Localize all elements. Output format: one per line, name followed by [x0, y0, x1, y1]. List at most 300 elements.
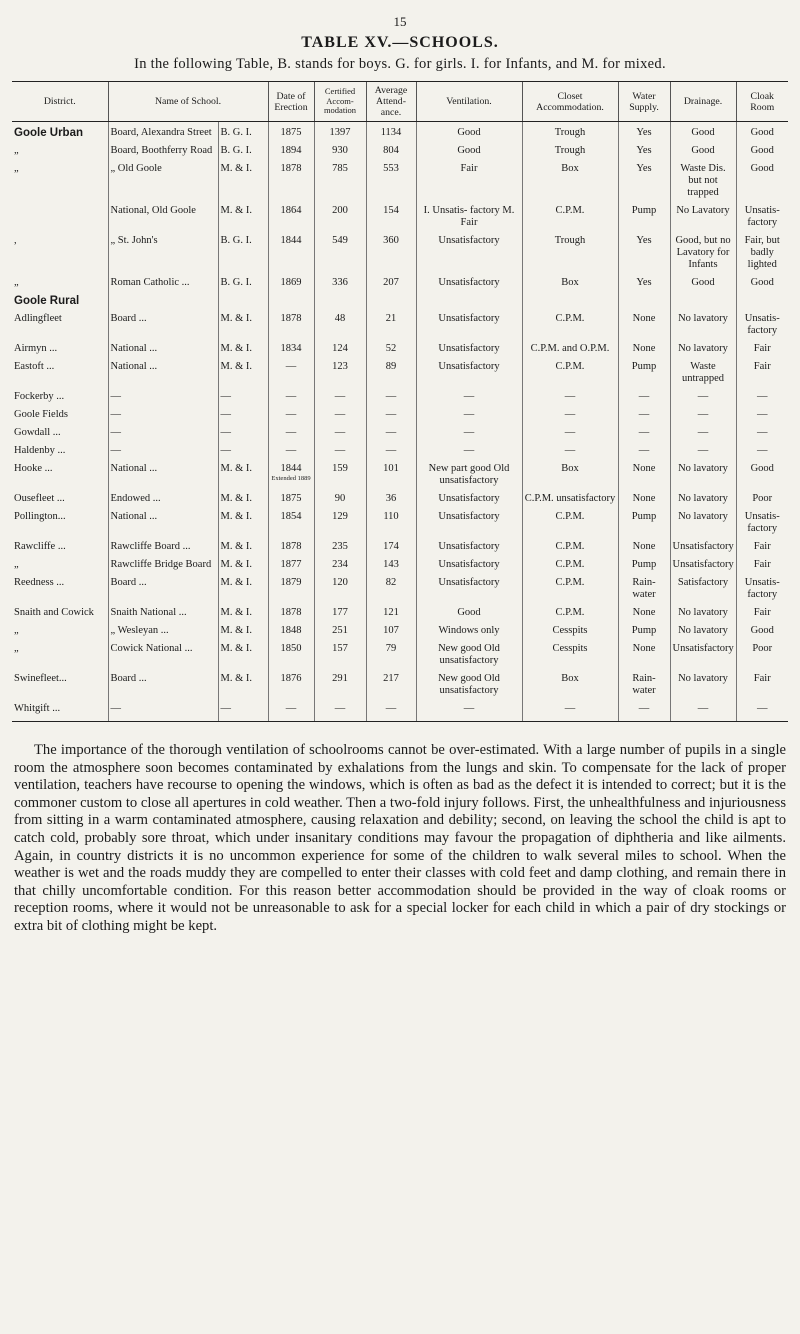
- cell-attend: —: [366, 440, 416, 458]
- cell-school: National, Old Goole: [108, 200, 218, 230]
- cell-type: M. & I.: [218, 536, 268, 554]
- cell-closet: Trough: [522, 122, 618, 141]
- cell-vent: Good: [416, 140, 522, 158]
- cell-school: Cowick National ...: [108, 638, 218, 668]
- cell-cloak: Fair: [736, 602, 788, 620]
- cell-cloak: Fair: [736, 668, 788, 698]
- cell-water: None: [618, 638, 670, 668]
- cell-drain: Unsatisfactory: [670, 638, 736, 668]
- cell-vent: Unsatisfactory: [416, 338, 522, 356]
- table-row: [12, 668, 788, 698]
- cell-accom: 123: [314, 356, 366, 386]
- cell-district: Adlingfleet: [14, 313, 62, 324]
- schools-table: [12, 81, 788, 722]
- cell-vent: Unsatisfactory: [416, 488, 522, 506]
- cell-school: Snaith National ...: [108, 602, 218, 620]
- header-district: District.: [12, 82, 108, 122]
- cell-water: —: [618, 440, 670, 458]
- cell-type: M. & I.: [218, 356, 268, 386]
- cell-water: None: [618, 536, 670, 554]
- cell-water: —: [618, 698, 670, 722]
- cell-date: 1894: [268, 140, 314, 158]
- cell-district: Pollington...: [14, 511, 66, 522]
- table-row: [12, 308, 788, 338]
- cell-date: 1869: [268, 272, 314, 290]
- cell-date: —: [268, 698, 314, 722]
- cell-accom: 291: [314, 668, 366, 698]
- cell-water: Yes: [618, 122, 670, 141]
- cell-vent: Good: [416, 122, 522, 141]
- cell-district: [12, 200, 108, 230]
- cell-closet: C.P.M.: [522, 200, 618, 230]
- cell-date: 1875: [268, 488, 314, 506]
- cell-closet: C.P.M.: [522, 308, 618, 338]
- header-school-name: Name of School.: [108, 82, 268, 122]
- header-cloak-room: Cloak Room: [736, 82, 788, 122]
- empty-cell: [736, 290, 788, 308]
- cell-district: „: [14, 643, 19, 654]
- cell-closet: C.P.M.: [522, 554, 618, 572]
- cell-vent: —: [416, 440, 522, 458]
- group-row-goole-rural: [12, 290, 788, 308]
- cell-cloak: Good: [736, 140, 788, 158]
- cell-type: B. G. I.: [218, 122, 268, 141]
- cell-accom: —: [314, 698, 366, 722]
- cell-school: Rawcliffe Bridge Board: [108, 554, 218, 572]
- cell-date: —: [268, 422, 314, 440]
- cell-school: Board ...: [108, 572, 218, 602]
- table-row: [12, 620, 788, 638]
- cell-water: Rain- water: [618, 572, 670, 602]
- cell-vent: I. Unsatis- factory M. Fair: [416, 200, 522, 230]
- cell-cloak: —: [736, 440, 788, 458]
- cell-date: 1877: [268, 554, 314, 572]
- table-row: [12, 458, 788, 488]
- cell-district: Rawcliffe ...: [14, 541, 66, 552]
- table-row: [12, 506, 788, 536]
- cell-school: National ...: [108, 506, 218, 536]
- cell-school: Endowed ...: [108, 488, 218, 506]
- cell-drain: No Lavatory: [670, 200, 736, 230]
- empty-cell: [108, 290, 218, 308]
- empty-cell: [268, 290, 314, 308]
- cell-district: Airmyn ...: [14, 343, 58, 354]
- cell-closet: C.P.M.: [522, 602, 618, 620]
- cell-drain: No lavatory: [670, 620, 736, 638]
- cell-closet: Box: [522, 668, 618, 698]
- cell-attend: 121: [366, 602, 416, 620]
- cell-school: —: [108, 440, 218, 458]
- cell-school: —: [108, 404, 218, 422]
- cell-vent: Good: [416, 602, 522, 620]
- cell-school: „ Old Goole: [108, 158, 218, 200]
- table-header-row: [12, 82, 788, 122]
- cell-vent: —: [416, 698, 522, 722]
- table-row: [12, 554, 788, 572]
- cell-drain: Unsatisfactory: [670, 536, 736, 554]
- table-row: [12, 158, 788, 200]
- cell-date: 1864: [268, 200, 314, 230]
- cell-district: Reedness ...: [14, 577, 65, 588]
- cell-accom: 930: [314, 140, 366, 158]
- cell-accom: 234: [314, 554, 366, 572]
- cell-closet: Trough: [522, 140, 618, 158]
- cell-date: 1878: [268, 602, 314, 620]
- cell-water: None: [618, 458, 670, 488]
- cell-attend: 174: [366, 536, 416, 554]
- cell-drain: —: [670, 698, 736, 722]
- cell-closet: Cesspits: [522, 620, 618, 638]
- cell-district: Ousefleet ...: [14, 493, 65, 504]
- cell-school: National ...: [108, 356, 218, 386]
- cell-date: 1854: [268, 506, 314, 536]
- cell-school: Roman Catholic ...: [108, 272, 218, 290]
- cell-cloak: Poor: [736, 488, 788, 506]
- cell-type: —: [218, 386, 268, 404]
- cell-attend: 36: [366, 488, 416, 506]
- cell-date: 1844: [268, 230, 314, 272]
- cell-school: „ St. John's: [108, 230, 218, 272]
- cell-cloak: Good: [736, 620, 788, 638]
- cell-water: None: [618, 338, 670, 356]
- cell-type: M. & I.: [218, 638, 268, 668]
- cell-type: B. G. I.: [218, 272, 268, 290]
- cell-closet: C.P.M.: [522, 572, 618, 602]
- cell-drain: No lavatory: [670, 458, 736, 488]
- cell-closet: —: [522, 404, 618, 422]
- cell-cloak: Unsatis- factory: [736, 572, 788, 602]
- cell-district: „: [14, 559, 19, 570]
- cell-type: B. G. I.: [218, 230, 268, 272]
- cell-cloak: —: [736, 386, 788, 404]
- cell-vent: Unsatisfactory: [416, 356, 522, 386]
- cell-date: 1850: [268, 638, 314, 668]
- empty-cell: [314, 290, 366, 308]
- cell-attend: 217: [366, 668, 416, 698]
- cell-type: M. & I.: [218, 572, 268, 602]
- cell-date: 1879: [268, 572, 314, 602]
- cell-attend: 82: [366, 572, 416, 602]
- cell-closet: Box: [522, 272, 618, 290]
- cell-school: Board, Boothferry Road: [108, 140, 218, 158]
- cell-type: M. & I.: [218, 620, 268, 638]
- cell-vent: Unsatisfactory: [416, 506, 522, 536]
- cell-accom: 1397: [314, 122, 366, 141]
- cell-date: —: [268, 404, 314, 422]
- cell-district: „: [14, 163, 19, 174]
- cell-cloak: Unsatis- factory: [736, 200, 788, 230]
- cell-type: M. & I.: [218, 506, 268, 536]
- cell-drain: Good, but no Lavatory for Infants: [670, 230, 736, 272]
- header-water-supply: Water Supply.: [618, 82, 670, 122]
- cell-district: Eastoft ...: [14, 361, 55, 372]
- header-ventilation: Ventilation.: [416, 82, 522, 122]
- cell-closet: Box: [522, 158, 618, 200]
- table-body: [12, 122, 788, 722]
- cell-cloak: Good: [736, 272, 788, 290]
- cell-drain: No lavatory: [670, 668, 736, 698]
- table-row: [12, 230, 788, 272]
- cell-district: Gowdall ...: [14, 427, 61, 438]
- cell-attend: 360: [366, 230, 416, 272]
- cell-attend: 21: [366, 308, 416, 338]
- empty-cell: [618, 290, 670, 308]
- cell-type: M. & I.: [218, 554, 268, 572]
- table-row: [12, 338, 788, 356]
- table-caption: In the following Table, B. stands for boys. G. for girls. I. for Infants, and M. for mixed.: [134, 56, 666, 72]
- cell-water: —: [618, 422, 670, 440]
- cell-drain: No lavatory: [670, 506, 736, 536]
- header-date-of-erection: Date of Erection: [268, 82, 314, 122]
- cell-vent: Unsatisfactory: [416, 230, 522, 272]
- body-paragraph: The importance of the thorough ventilation of schoolrooms cannot be over-estimated. With a large number of pupils in a single room the atmosphere soon becomes contaminated by exhalations from the lungs and skin. To compensate for the lack of proper ventilation, teachers have recourse to opening the windows, which is often as bad as the defect it is intended to correct; but it is the commoner custom to close all apertures in cold weather. Then a two-fold injury follows. First, the unhealthfulness and injuriousness from sitting in a warm contaminated atmosphere, causing relaxation and debility; second, on leaving the school the child is apt to catch cold, probably sore throat, which under insanitary conditions may favour the propagation of diphtheria and like ailments. Again, in country districts it is no uncommon experience for some of the children to walk several miles to school. When the weather is wet and the roads muddy they are compelled to enter their classes with cold feet and damp clothing, and remain there in that chilly uncomfortable condition. For this reason better accommodation should be provided in the way of cloak rooms or reception rooms, where it would not be unreasonable to ask for a special locker for each child in which a pair of dry stockings or extra bit of clothing might be kept.: [14, 742, 786, 934]
- cell-drain: Unsatisfactory: [670, 554, 736, 572]
- cell-date: 1878: [268, 308, 314, 338]
- empty-cell: [416, 290, 522, 308]
- cell-cloak: Fair: [736, 356, 788, 386]
- cell-accom: 124: [314, 338, 366, 356]
- cell-drain: No lavatory: [670, 338, 736, 356]
- page-number: 15: [393, 14, 407, 29]
- cell-date: —: [268, 386, 314, 404]
- cell-closet: —: [522, 422, 618, 440]
- cell-accom: 200: [314, 200, 366, 230]
- cell-type: M. & I.: [218, 668, 268, 698]
- cell-attend: 52: [366, 338, 416, 356]
- cell-district: ,: [14, 235, 17, 246]
- cell-school: Board, Alexandra Street: [108, 122, 218, 141]
- cell-type: M. & I.: [218, 458, 268, 488]
- cell-attend: 553: [366, 158, 416, 200]
- header-drainage: Drainage.: [670, 82, 736, 122]
- cell-district: Haldenby ...: [14, 445, 66, 456]
- cell-drain: Satisfactory: [670, 572, 736, 602]
- cell-date: [268, 458, 314, 488]
- table-row: [12, 122, 788, 141]
- header-closet-accommodation: Closet Accommodation.: [522, 82, 618, 122]
- cell-accom: —: [314, 404, 366, 422]
- cell-accom: 251: [314, 620, 366, 638]
- cell-district: Snaith and Cowick: [14, 607, 94, 618]
- cell-school: National ...: [108, 338, 218, 356]
- cell-cloak: Fair, but badly lighted: [736, 230, 788, 272]
- cell-school: „ Wesleyan ...: [108, 620, 218, 638]
- header-certified-accommodation: Certified Accom- modation: [314, 82, 366, 122]
- cell-cloak: Fair: [736, 554, 788, 572]
- cell-school: Board ...: [108, 308, 218, 338]
- cell-cloak: —: [736, 404, 788, 422]
- cell-district: „: [14, 145, 19, 156]
- cell-attend: —: [366, 422, 416, 440]
- cell-closet: Cesspits: [522, 638, 618, 668]
- cell-date: 1878: [268, 158, 314, 200]
- cell-attend: 110: [366, 506, 416, 536]
- cell-type: M. & I.: [218, 338, 268, 356]
- cell-vent: —: [416, 422, 522, 440]
- cell-accom: 90: [314, 488, 366, 506]
- cell-district: Swinefleet...: [14, 673, 67, 684]
- cell-cloak: —: [736, 698, 788, 722]
- cell-district: „: [14, 277, 19, 288]
- cell-water: Yes: [618, 230, 670, 272]
- cell-water: None: [618, 488, 670, 506]
- cell-water: Pump: [618, 506, 670, 536]
- cell-vent: Unsatisfactory: [416, 536, 522, 554]
- cell-drain: Good: [670, 272, 736, 290]
- date-note: Extended 1889: [271, 475, 311, 482]
- cell-type: M. & I.: [218, 308, 268, 338]
- empty-cell: [366, 290, 416, 308]
- date-value: 1844: [280, 463, 302, 474]
- cell-water: Yes: [618, 140, 670, 158]
- cell-school: —: [108, 698, 218, 722]
- cell-district: Goole Fields: [14, 409, 68, 420]
- cell-attend: 79: [366, 638, 416, 668]
- empty-cell: [670, 290, 736, 308]
- cell-vent: —: [416, 404, 522, 422]
- cell-type: —: [218, 698, 268, 722]
- table-row: [12, 272, 788, 290]
- cell-school: Board ...: [108, 668, 218, 698]
- cell-attend: 143: [366, 554, 416, 572]
- cell-type: B. G. I.: [218, 140, 268, 158]
- table-row: [12, 404, 788, 422]
- cell-water: Pump: [618, 200, 670, 230]
- cell-vent: New good Old unsatisfactory: [416, 638, 522, 668]
- cell-water: Pump: [618, 554, 670, 572]
- table-row: [12, 422, 788, 440]
- cell-closet: —: [522, 698, 618, 722]
- table-row: [12, 140, 788, 158]
- cell-water: None: [618, 602, 670, 620]
- cell-accom: 120: [314, 572, 366, 602]
- cell-type: —: [218, 440, 268, 458]
- table-row: [12, 602, 788, 620]
- cell-accom: 235: [314, 536, 366, 554]
- cell-attend: 101: [366, 458, 416, 488]
- cell-drain: No lavatory: [670, 488, 736, 506]
- cell-cloak: Fair: [736, 338, 788, 356]
- cell-date: —: [268, 356, 314, 386]
- cell-accom: 549: [314, 230, 366, 272]
- table-row: [12, 386, 788, 404]
- empty-cell: [218, 290, 268, 308]
- cell-drain: No lavatory: [670, 602, 736, 620]
- cell-type: M. & I.: [218, 602, 268, 620]
- table-row: [12, 638, 788, 668]
- cell-school: Rawcliffe Board ...: [108, 536, 218, 554]
- table-title: TABLE XV.—SCHOOLS.: [301, 34, 499, 51]
- cell-cloak: Unsatis- factory: [736, 506, 788, 536]
- table-row: [12, 698, 788, 722]
- cell-closet: C.P.M.: [522, 506, 618, 536]
- cell-drain: —: [670, 440, 736, 458]
- cell-school: —: [108, 386, 218, 404]
- cell-closet: C.P.M.: [522, 536, 618, 554]
- cell-cloak: —: [736, 422, 788, 440]
- cell-vent: Windows only: [416, 620, 522, 638]
- cell-district: „: [14, 625, 19, 636]
- cell-type: M. & I.: [218, 158, 268, 200]
- table-row: [12, 536, 788, 554]
- cell-attend: 154: [366, 200, 416, 230]
- cell-water: Yes: [618, 158, 670, 200]
- cell-drain: Waste Dis. but not trapped: [670, 158, 736, 200]
- cell-drain: —: [670, 404, 736, 422]
- cell-vent: Unsatisfactory: [416, 572, 522, 602]
- cell-vent: Fair: [416, 158, 522, 200]
- cell-accom: 177: [314, 602, 366, 620]
- cell-district: Goole Urban: [14, 127, 84, 139]
- cell-closet: C.P.M.: [522, 356, 618, 386]
- cell-cloak: Fair: [736, 536, 788, 554]
- cell-vent: New part good Old unsatisfactory: [416, 458, 522, 488]
- cell-cloak: Good: [736, 458, 788, 488]
- cell-type: —: [218, 404, 268, 422]
- cell-attend: —: [366, 404, 416, 422]
- cell-water: Rain- water: [618, 668, 670, 698]
- cell-school: National ...: [108, 458, 218, 488]
- cell-district: Whitgift ...: [12, 698, 108, 722]
- cell-vent: New good Old unsatisfactory: [416, 668, 522, 698]
- cell-date: 1875: [268, 122, 314, 141]
- cell-type: M. & I.: [218, 488, 268, 506]
- cell-drain: Good: [670, 140, 736, 158]
- cell-closet: Box: [522, 458, 618, 488]
- cell-vent: Unsatisfactory: [416, 272, 522, 290]
- cell-vent: Unsatisfactory: [416, 554, 522, 572]
- table-row: [12, 488, 788, 506]
- cell-closet: —: [522, 440, 618, 458]
- cell-closet: —: [522, 386, 618, 404]
- table-row: [12, 200, 788, 230]
- cell-accom: 157: [314, 638, 366, 668]
- cell-closet: Trough: [522, 230, 618, 272]
- cell-district: Fockerby ...: [14, 391, 65, 402]
- cell-date: 1834: [268, 338, 314, 356]
- cell-accom: —: [314, 386, 366, 404]
- cell-cloak: Unsatis- factory: [736, 308, 788, 338]
- cell-closet: C.P.M. unsatisfactory: [522, 488, 618, 506]
- cell-water: Yes: [618, 272, 670, 290]
- table-row: [12, 440, 788, 458]
- cell-date: —: [268, 440, 314, 458]
- cell-water: —: [618, 404, 670, 422]
- cell-type: M. & I.: [218, 200, 268, 230]
- group-label: Goole Rural: [14, 295, 80, 307]
- cell-type: —: [218, 422, 268, 440]
- cell-attend: 804: [366, 140, 416, 158]
- cell-closet: C.P.M. and O.P.M.: [522, 338, 618, 356]
- cell-school: —: [108, 422, 218, 440]
- cell-cloak: Good: [736, 122, 788, 141]
- cell-drain: —: [670, 422, 736, 440]
- cell-water: —: [618, 386, 670, 404]
- cell-accom: 336: [314, 272, 366, 290]
- header-average-attendance: Average Attend- ance.: [366, 82, 416, 122]
- cell-cloak: Good: [736, 158, 788, 200]
- cell-attend: 1134: [366, 122, 416, 141]
- cell-cloak: Poor: [736, 638, 788, 668]
- cell-attend: —: [366, 386, 416, 404]
- cell-attend: 89: [366, 356, 416, 386]
- cell-drain: Waste untrapped: [670, 356, 736, 386]
- cell-accom: —: [314, 422, 366, 440]
- cell-attend: —: [366, 698, 416, 722]
- cell-vent: —: [416, 386, 522, 404]
- cell-date: 1876: [268, 668, 314, 698]
- cell-date: 1878: [268, 536, 314, 554]
